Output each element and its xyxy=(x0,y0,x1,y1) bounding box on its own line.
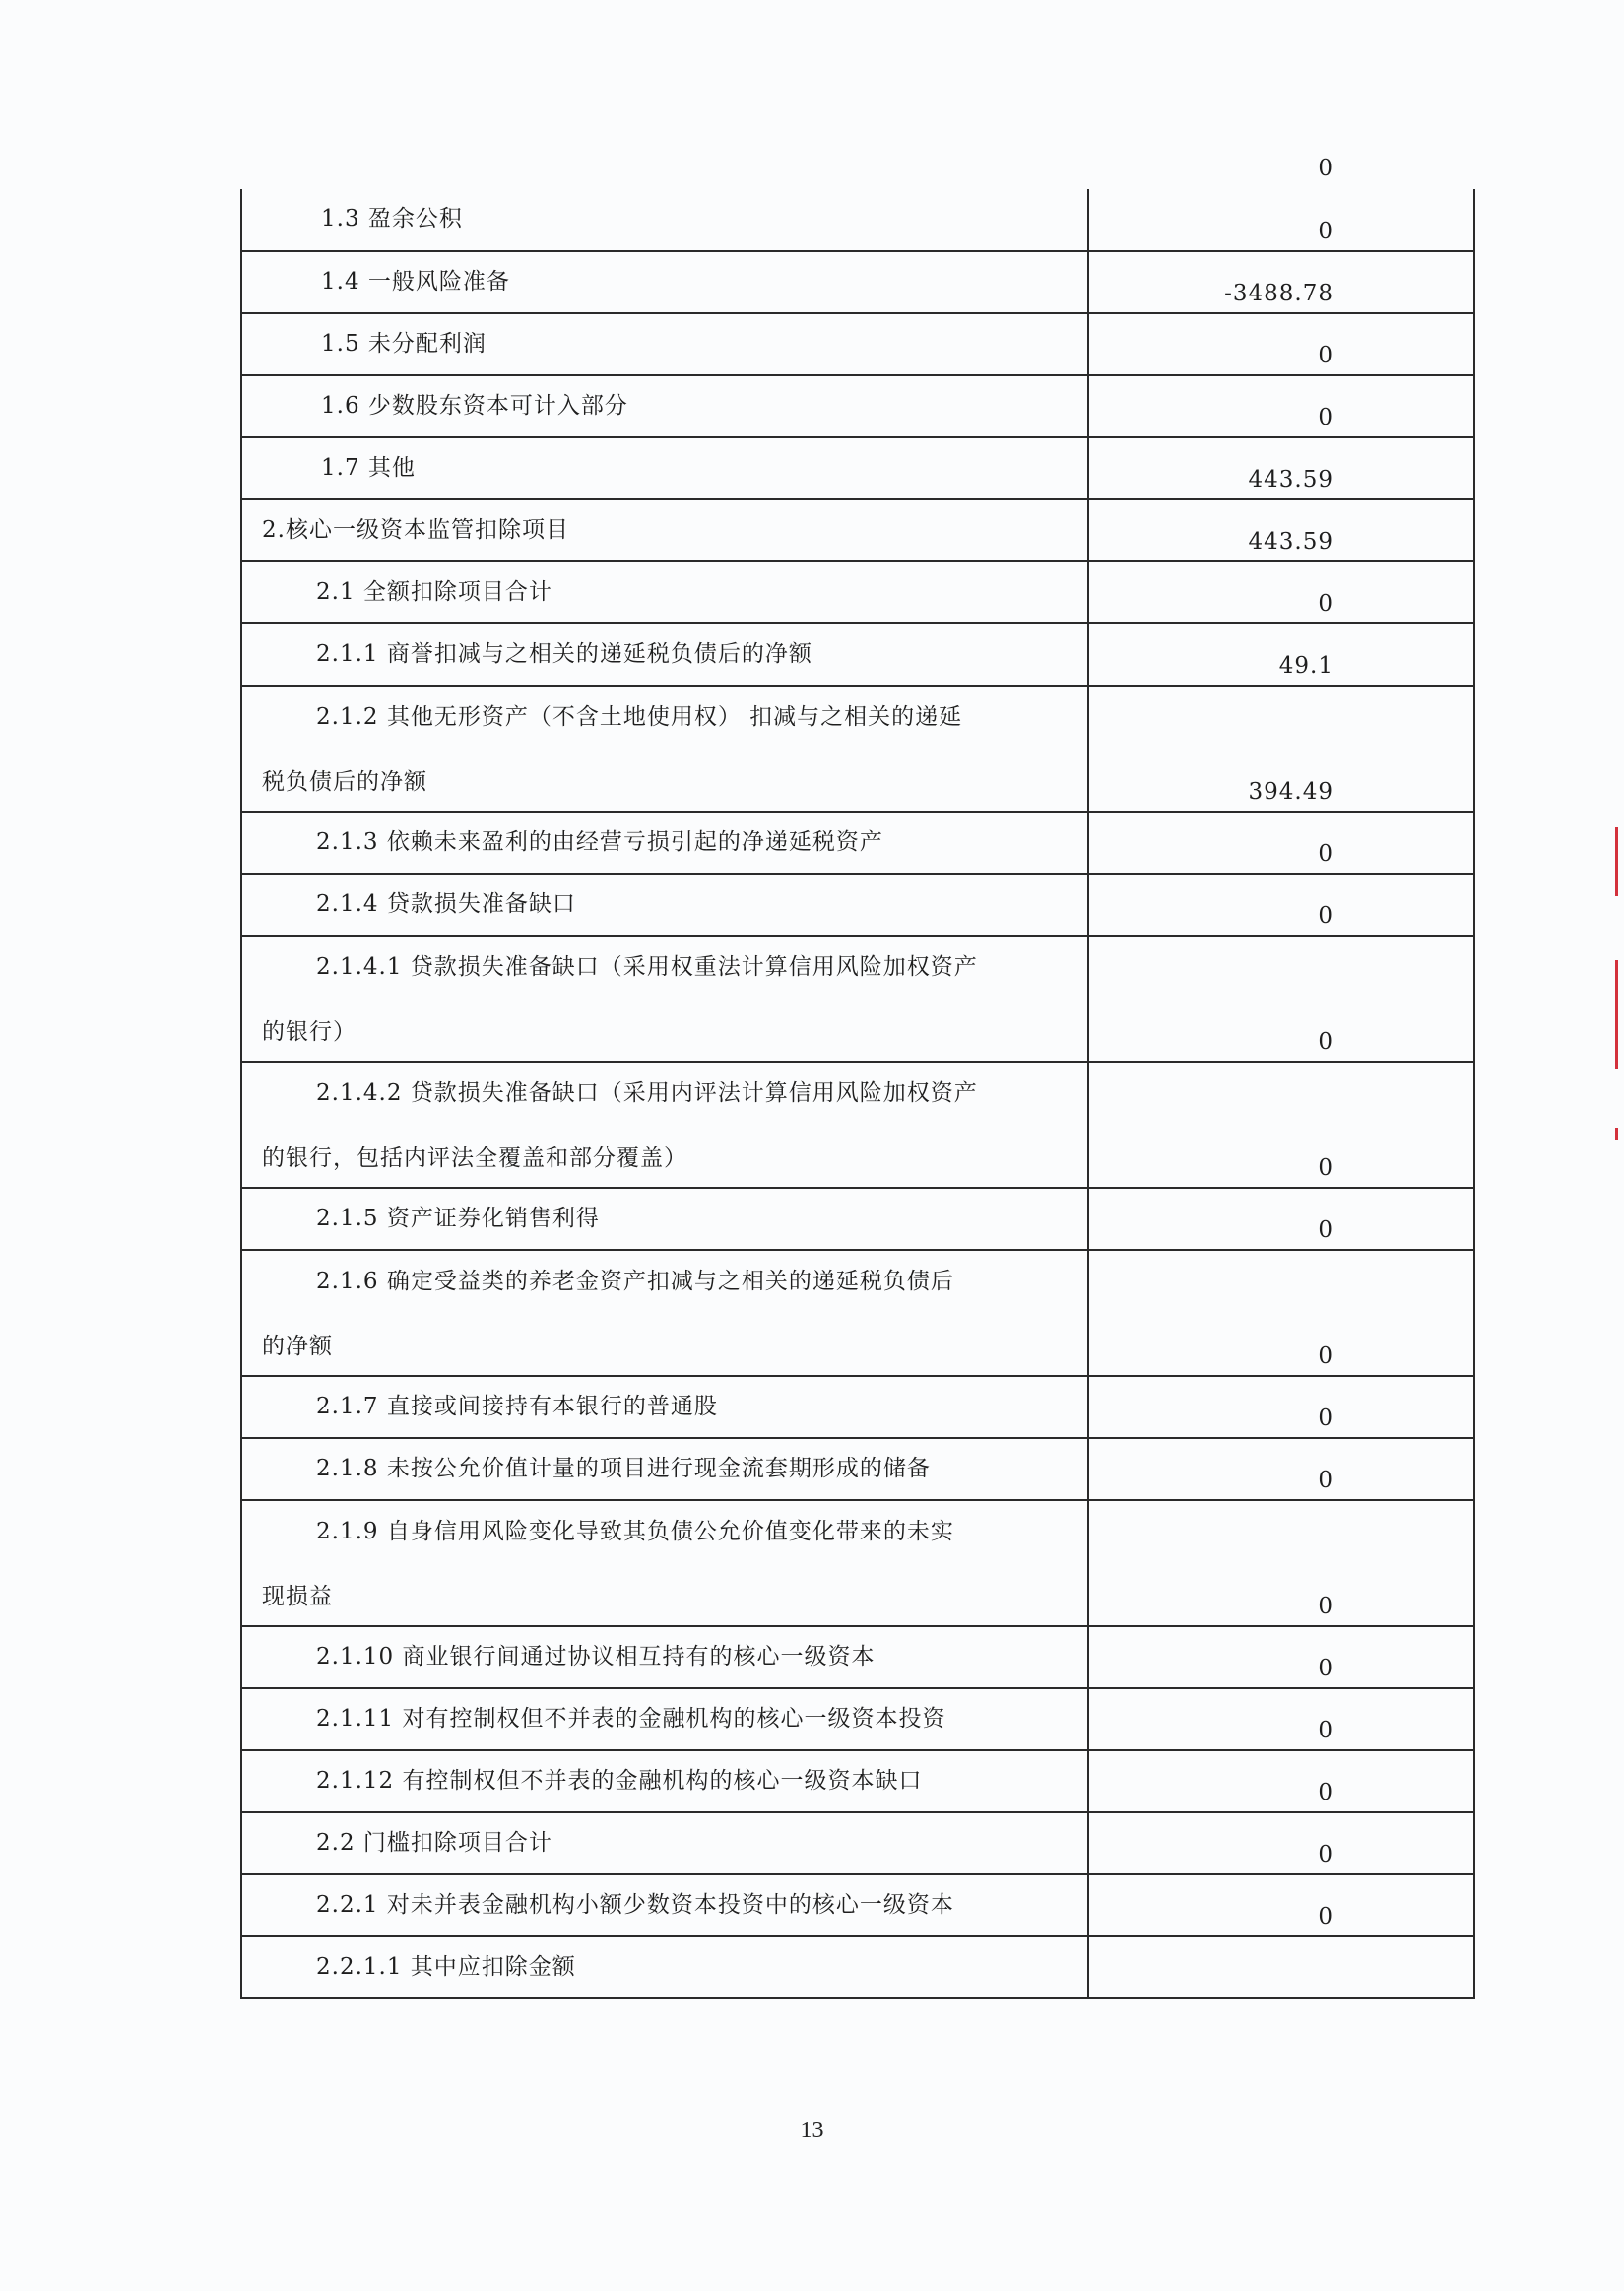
row-value-cell xyxy=(1088,156,1474,251)
row-label: 2.1.1 商誉扣减与之相关的递延税负债后的净额 xyxy=(316,641,812,667)
row-value: 443.59 xyxy=(1248,529,1333,555)
table-row xyxy=(241,1250,1474,1376)
scan-mark xyxy=(1615,960,1618,1069)
row-label-cell xyxy=(241,499,1088,561)
row-value-cell xyxy=(1088,529,1474,623)
row-label: 2.2 门槛扣除项目合计 xyxy=(316,1830,552,1856)
row-label-line-1: 2.1.2 其他无形资产（不含土地使用权） 扣减与之相关的递延 xyxy=(316,704,963,730)
row-label-line-2: 的净额 xyxy=(262,1334,333,1359)
row-label: 2.1.12 有控制权但不并表的金融机构的核心一级资本缺口 xyxy=(316,1768,923,1794)
row-value-cell xyxy=(1088,1904,1474,1998)
row-label: 2.1 全额扣除项目合计 xyxy=(316,579,552,605)
row-value-cell xyxy=(1088,281,1474,375)
row-value: 0 xyxy=(1318,1842,1333,1867)
row-label-cell xyxy=(241,1750,1088,1812)
row-value: 0 xyxy=(1318,1718,1333,1743)
row-label-line-2: 现损益 xyxy=(262,1584,333,1609)
row-label: 2.2.1.1 其中应扣除金额 xyxy=(316,1954,576,1980)
row-label-cell xyxy=(241,437,1088,499)
table-row xyxy=(241,1936,1474,1998)
row-label-cell xyxy=(241,1188,1088,1250)
row-label: 2.1.7 直接或间接持有本银行的普通股 xyxy=(316,1394,718,1419)
table-row xyxy=(241,1062,1474,1188)
row-label-cell xyxy=(241,812,1088,874)
table-row xyxy=(241,1500,1474,1626)
table-row xyxy=(241,1626,1474,1688)
table-row xyxy=(241,189,1474,251)
row-label: 2.1.4 贷款损失准备缺口 xyxy=(316,891,576,917)
table-row xyxy=(241,1438,1474,1500)
row-value-cell xyxy=(1088,779,1474,874)
row-value: 0 xyxy=(1318,1155,1333,1181)
row-value: 0 xyxy=(1318,156,1333,181)
scan-mark xyxy=(1615,827,1618,896)
capital-table xyxy=(240,156,1475,1999)
row-value-cell xyxy=(1088,1656,1474,1750)
row-label-line-1: 2.1.4.2 贷款损失准备缺口（采用内评法计算信用风险加权资产 xyxy=(316,1080,978,1106)
row-value-cell xyxy=(1088,1343,1474,1438)
row-label-cell xyxy=(241,623,1088,686)
table-row xyxy=(241,1874,1474,1936)
row-label-cell xyxy=(241,1688,1088,1750)
row-label-line-1: 2.1.6 确定受益类的养老金资产扣减与之相关的递延税负债后 xyxy=(316,1269,954,1294)
row-label: 2.2.1 对未并表金融机构小额少数资本投资中的核心一级资本 xyxy=(316,1892,954,1918)
row-label-cell xyxy=(241,1438,1088,1500)
table-row xyxy=(241,1812,1474,1874)
row-label: 1.6 少数股东资本可计入部分 xyxy=(321,393,628,419)
row-label: 1.3 盈余公积 xyxy=(321,206,463,231)
row-label-line-1: 2.1.4.1 贷款损失准备缺口（采用权重法计算信用风险加权资产 xyxy=(316,954,978,980)
row-value-cell xyxy=(1088,841,1474,936)
row-value: 0 xyxy=(1318,1406,1333,1431)
row-value: 0 xyxy=(1318,343,1333,368)
row-value: 0 xyxy=(1318,1594,1333,1619)
row-value-cell xyxy=(1088,1718,1474,1812)
row-label-cell xyxy=(241,686,1088,812)
row-label-cell xyxy=(241,936,1088,1062)
row-label: 2.1.10 商业银行间通过协议相互持有的核心一级资本 xyxy=(316,1644,876,1669)
table-row xyxy=(241,874,1474,936)
row-value-cell xyxy=(1088,1468,1474,1626)
scan-mark xyxy=(1615,1128,1618,1140)
row-value-cell xyxy=(1088,903,1474,1062)
row-label-cell xyxy=(241,561,1088,623)
row-value-cell xyxy=(1088,1780,1474,1874)
row-label: 2.1.8 未按公允价值计量的项目进行现金流套期形成的储备 xyxy=(316,1456,931,1481)
table-row xyxy=(241,561,1474,623)
row-label: 1.5 未分配利润 xyxy=(321,331,487,357)
table-row xyxy=(241,1376,1474,1438)
row-value: 443.59 xyxy=(1248,467,1333,492)
row-label-cell xyxy=(241,1062,1088,1188)
row-value: 49.1 xyxy=(1278,653,1333,679)
row-label-cell xyxy=(241,1250,1088,1376)
table-row xyxy=(241,936,1474,1062)
table-row xyxy=(241,812,1474,874)
row-value: 0 xyxy=(1318,1468,1333,1493)
row-value-cell xyxy=(1088,1029,1474,1188)
row-label-line-1: 2.1.9 自身信用风险变化导致其负债公允价值变化带来的未实 xyxy=(316,1519,954,1544)
row-value-cell xyxy=(1088,1217,1474,1376)
table-row xyxy=(241,313,1474,375)
row-label-cell xyxy=(241,874,1088,936)
row-value-cell xyxy=(1088,1842,1474,1936)
row-value-cell xyxy=(1088,343,1474,437)
row-value: 0 xyxy=(1318,1656,1333,1681)
row-label: 2.1.5 资产证券化销售利得 xyxy=(316,1206,600,1231)
row-value: 394.49 xyxy=(1248,779,1333,805)
row-value: 0 xyxy=(1318,1343,1333,1369)
row-label-cell xyxy=(241,1626,1088,1688)
row-value: 0 xyxy=(1318,903,1333,929)
row-value-cell xyxy=(1088,1155,1474,1250)
row-value: 0 xyxy=(1318,405,1333,430)
table-row xyxy=(241,375,1474,437)
table-row xyxy=(241,1188,1474,1250)
row-label: 2.核心一级资本监管扣除项目 xyxy=(262,517,569,543)
row-label: 2.1.3 依赖未来盈利的由经营亏损引起的净递延税资产 xyxy=(316,829,883,855)
row-value: 0 xyxy=(1318,219,1333,244)
row-value-cell xyxy=(1088,1594,1474,1688)
row-label-cell xyxy=(241,375,1088,437)
row-label-cell xyxy=(241,1936,1088,1998)
row-value: -3488.78 xyxy=(1224,281,1333,306)
row-label-cell xyxy=(241,251,1088,313)
table-row xyxy=(241,1750,1474,1812)
row-label: 2.1.11 对有控制权但不并表的金融机构的核心一级资本投资 xyxy=(316,1706,946,1732)
row-value: 0 xyxy=(1318,1780,1333,1805)
row-label-cell xyxy=(241,1812,1088,1874)
row-value-cell xyxy=(1088,1406,1474,1500)
row-label-cell xyxy=(241,189,1088,251)
row-value: 0 xyxy=(1318,1029,1333,1055)
row-value: 0 xyxy=(1318,591,1333,617)
row-label: 1.4 一般风险准备 xyxy=(321,269,510,295)
row-label-cell xyxy=(241,313,1088,375)
row-label: 1.7 其他 xyxy=(321,455,416,481)
row-label-line-2: 税负债后的净额 xyxy=(262,769,427,795)
row-label-line-2: 的银行，包括内评法全覆盖和部分覆盖） xyxy=(262,1146,687,1171)
row-value: 0 xyxy=(1318,1904,1333,1930)
row-label-cell xyxy=(241,1874,1088,1936)
row-value: 0 xyxy=(1318,1217,1333,1243)
row-value: 0 xyxy=(1318,841,1333,867)
page-number: 13 xyxy=(800,2118,824,2143)
row-label-line-2: 的银行） xyxy=(262,1019,357,1045)
row-label-cell xyxy=(241,1500,1088,1626)
table-row xyxy=(241,1688,1474,1750)
row-label-cell xyxy=(241,1376,1088,1438)
